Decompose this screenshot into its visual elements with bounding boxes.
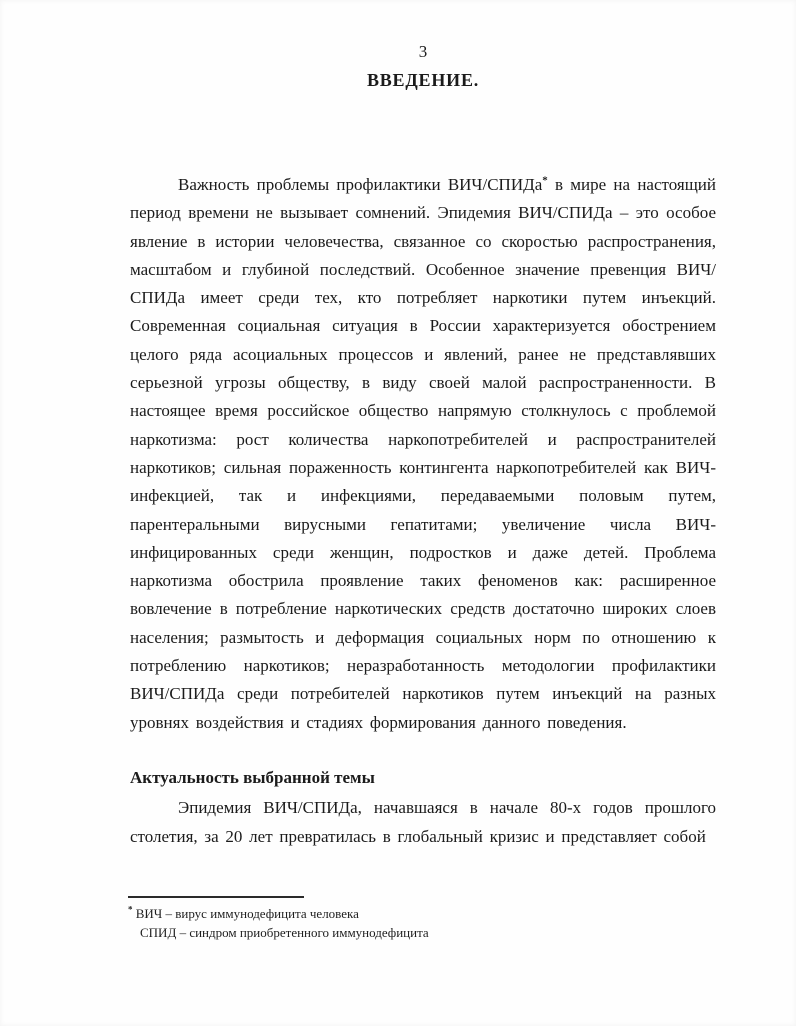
document-title: ВВЕДЕНИЕ. [366, 70, 480, 90]
footnote-line-hiv [128, 905, 628, 924]
footnote [128, 896, 628, 942]
footnote-text-hiv: ВИЧ – вирус иммунодефицита человека [135, 906, 359, 921]
section-paragraph: Эпидемия ВИЧ/СПИДа, начавшаяся в начале 80-х годов прошлого столетия, за 20 лет превратилась в глобальный кризис и представляет собой [130, 798, 716, 846]
footnote-marker-asterisk: * [128, 904, 133, 915]
footnote-reference-asterisk: * [542, 174, 548, 187]
footnote-separator [128, 896, 304, 898]
footnote-text-aids: СПИД – синдром приобретенного иммунодефицита [140, 924, 429, 940]
footnote-line-aids [128, 924, 628, 943]
section-heading: Актуальность выбранной темы [130, 767, 375, 787]
intro-text-before-footnote-ref: Важность проблемы профилактики ВИЧ/СПИДа [178, 175, 543, 194]
intro-paragraph [130, 171, 716, 737]
intro-text-after-footnote-ref: в мире на настоящий период времени не вызывает сомнений. Эпидемия ВИЧ/СПИДа – это особое явление в истории человечества, связанное со скоростью распространения, масштабом и глубиной последствий. Особенное значение превенция ВИЧ/СПИДа имеет среди тех, кто потребляет наркотики путем инъекций. Современная социальная ситуация в России характеризуется обострением целого ряда асоциальных процессов и явлений, ранее не представлявших серьезной угрозы обществу, в виду своей малой распространенности. В настоящее время российское общество напрямую столкнулось с проблемой наркотизма: рост количества наркопотребителей и распространителей наркотиков; сильная пораженность контингента наркопотребителей как ВИЧ-инфекцией, так и инфекциями, передаваемыми половым путем, парентеральными вирусными гепатитами; увеличение числа ВИЧ-инфицированных среди женщин, подростков и даже детей. Проблема наркотизма обострила проявление таких феноменов как: расширенное вовлечение в потребление наркотических средств достаточно широких слоев населения; размытость и деформация социальных норм по отношению к потреблению наркотиков; неразработанность методологии профилактики ВИЧ/СПИДа среди потребителей наркотиков путем инъекций на разных уровнях воздействия и стадиях формирования данного поведения. [130, 175, 716, 732]
text-block [130, 0, 716, 851]
page-number: 3 [418, 42, 428, 61]
